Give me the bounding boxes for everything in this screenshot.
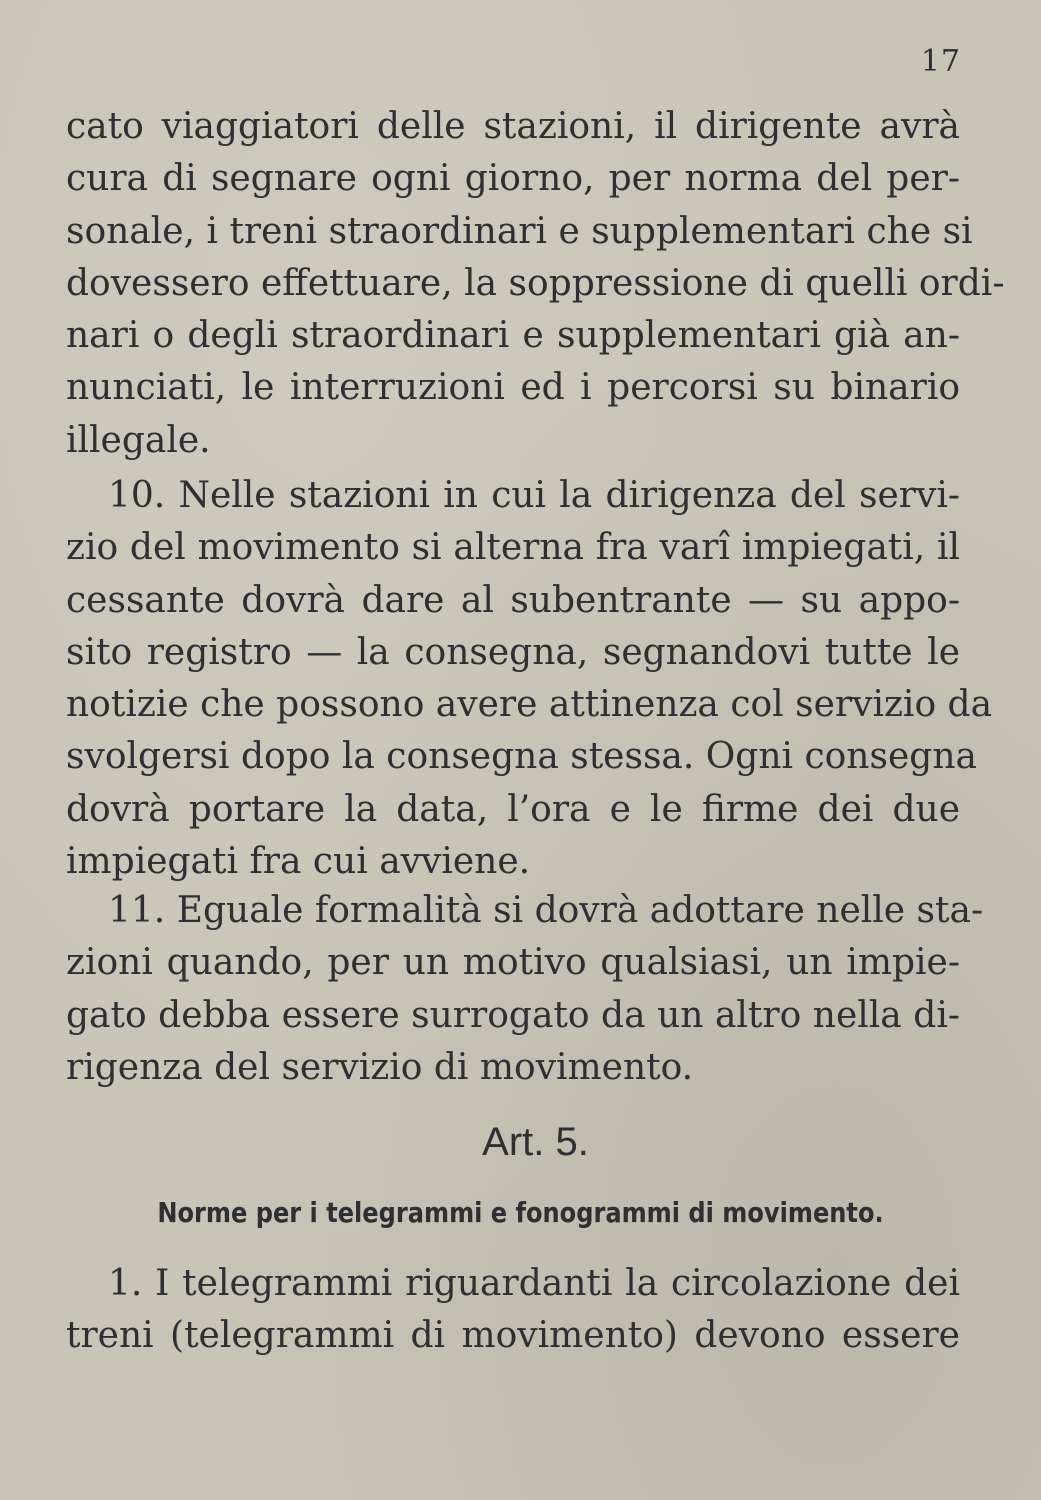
text-line: nunciati, le interruzioni ed i percorsi su binario — [66, 367, 960, 409]
text-line: impiegati fra cui avviene. — [66, 841, 531, 883]
text-line: 1. I telegrammi riguardanti la circolazione dei — [108, 1263, 960, 1304]
text-line: zio del movimento si alterna fra varî impiegati, il — [66, 527, 960, 569]
text-line: zioni quando, per un motivo qualsiasi, un impie- — [66, 942, 960, 984]
paragraph-10 — [66, 470, 993, 888]
section-title: Norme per i telegrammi e fonogrammi di movimento. — [157, 1196, 884, 1229]
text-line: 10. Nelle stazioni in cui la dirigenza del servi- — [108, 475, 960, 516]
paragraph-11 — [66, 885, 984, 1094]
text-line: dovrà portare la data, l’ora e le firme dei due — [66, 788, 960, 830]
text-line: cura di segnare ogni giorno, per norma del per- — [66, 158, 960, 200]
text-line: cessante dovrà dare al subentrante — su appo- — [66, 579, 960, 621]
text-line: 11. Eguale formalità si dovrà adottare nelle sta- — [108, 890, 984, 931]
text-line: treni (telegrammi di movimento) devono essere — [66, 1315, 960, 1357]
text-line: sonale, i treni straordinari e supplementari che si — [66, 210, 973, 252]
text-line: notizie che possono avere attinenza col servizio da — [66, 684, 993, 726]
article-heading: Art. 5. — [482, 1120, 589, 1164]
page-number: 17 — [920, 44, 961, 79]
paragraph-1 — [66, 1258, 960, 1363]
text-line: cato viaggiatori delle stazioni, il dirigente avrà — [66, 106, 960, 147]
text-line: nari o degli straordinari e supplementari già an- — [66, 315, 960, 357]
text-line: svolgersi dopo la consegna stessa. Ogni consegna — [66, 736, 977, 778]
text-line: illegale. — [66, 419, 211, 461]
paragraph-continuation — [66, 101, 1005, 467]
text-line: dovessero effettuare, la soppressione di quelli ordi- — [66, 262, 1005, 304]
text-line: sito registro — la consegna, segnandovi tutte le — [66, 631, 960, 673]
text-line: gato debba essere surrogato da un altro nella di- — [66, 994, 960, 1036]
text-line: rigenza del servizio di movimento. — [66, 1046, 694, 1088]
